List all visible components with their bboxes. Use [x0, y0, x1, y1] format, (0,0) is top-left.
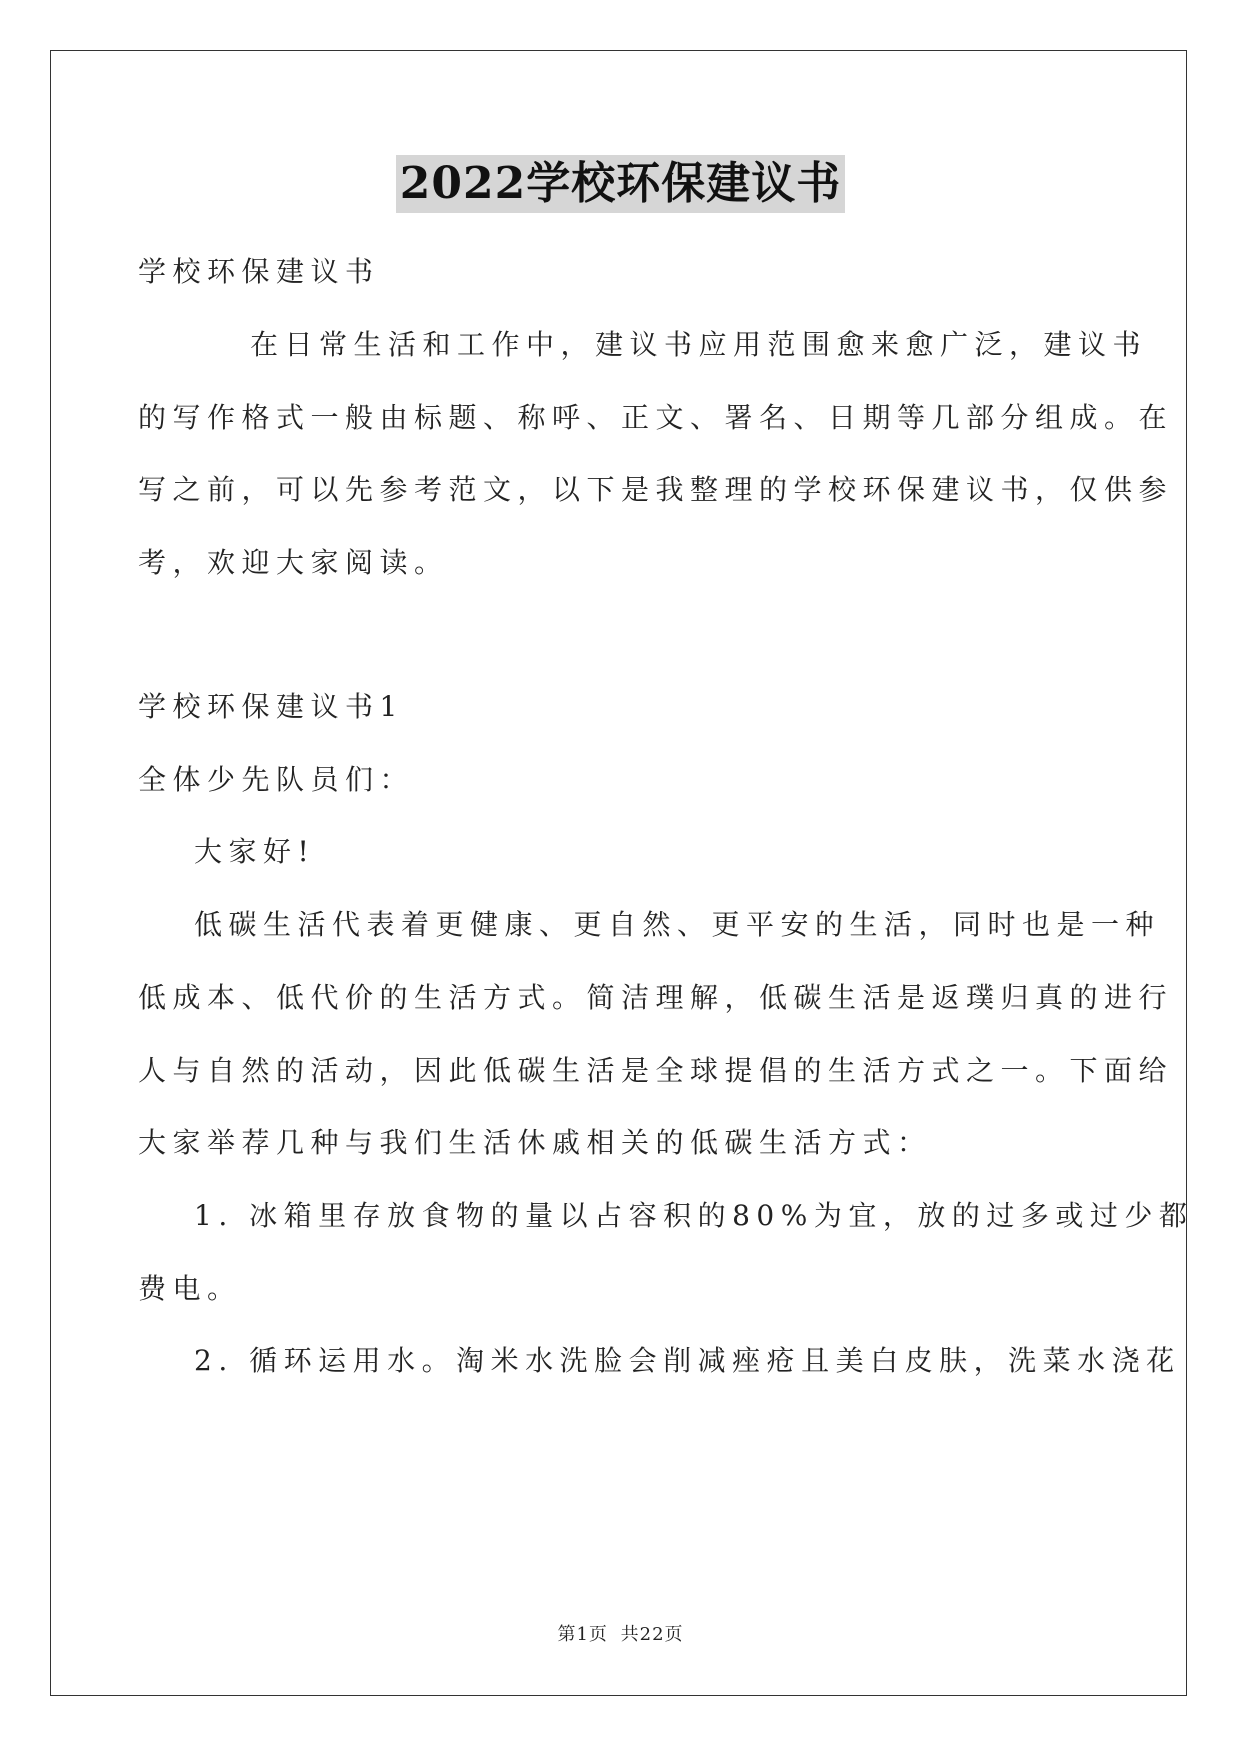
subtitle: 学校环保建议书	[138, 255, 380, 288]
intro-line-2: 的写作格式一般由标题、称呼、正文、署名、日期等几部分组成。在	[138, 401, 1174, 434]
title-container	[0, 155, 1241, 213]
intro-line-4: 考，欢迎大家阅读。	[138, 546, 449, 579]
paragraph1-line-3: 人与自然的活动，因此低碳生活是全球提倡的生活方式之一。下面给	[138, 1054, 1174, 1087]
greeting: 大家好!	[194, 835, 316, 868]
intro-line-1: 在日常生活和工作中，建议书应用范围愈来愈广泛，建议书	[250, 328, 1148, 361]
page-number: 第1页	[557, 1624, 608, 1645]
section-heading: 学校环保建议书1	[138, 690, 404, 723]
list-item-1-line-2: 费电。	[138, 1272, 242, 1305]
paragraph1-line-2: 低成本、低代价的生活方式。简洁理解，低碳生活是返璞归真的进行	[138, 981, 1174, 1014]
intro-line-3: 写之前，可以先参考范文，以下是我整理的学校环保建议书，仅供参	[138, 473, 1174, 506]
salutation: 全体少先队员们：	[138, 763, 415, 796]
page-total: 共22页	[620, 1624, 684, 1645]
paragraph1-line-1: 低碳生活代表着更健康、更自然、更平安的生活，同时也是一种	[194, 908, 1161, 941]
page-footer	[0, 1620, 1241, 1646]
list-item-1-line-1: 1. 冰箱里存放食物的量以占容积的80%为宜，放的过多或过少都	[194, 1199, 1194, 1232]
paragraph1-line-4: 大家举荐几种与我们生活休戚相关的低碳生活方式：	[138, 1126, 932, 1159]
list-item-2-line-1: 2. 循环运用水。淘米水洗脸会削减痤疮且美白皮肤，洗菜水浇花	[194, 1344, 1181, 1377]
page-border	[50, 50, 1187, 1696]
document-title: 2022学校环保建议书	[396, 155, 845, 213]
